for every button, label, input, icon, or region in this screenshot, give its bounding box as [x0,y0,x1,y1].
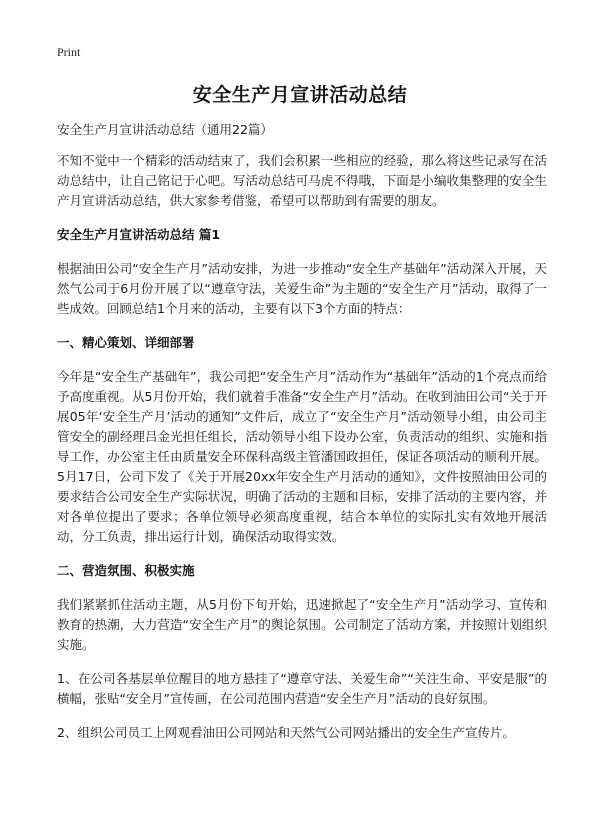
document-subtitle: 安全生产月宣讲活动总结（通用22篇） [57,122,273,137]
section-heading: 安全生产月宣讲活动总结 篇1 [57,227,221,242]
document-body [57,121,547,757]
list-item-1: 1、在公司各基层单位醒目的地方悬挂了“遵章守法、关爱生命”“关注生命、平安是服”的横幅，张贴“安全月”宣传画，在公司范围内营造“安全生产月”活动的良好氛围。 [57,671,547,706]
print-label: Print [57,45,81,59]
point2-paragraph: 我们紧紧抓住活动主题，从5月份下旬开始，迅速掀起了“安全生产月”活动学习、宣传和教育的热潮，大力营造“安全生产月”的舆论氛围。公司制定了活动方案，并按照计划组织实施。 [57,597,547,652]
intro-paragraph: 不知不觉中一个精彩的活动结束了，我们会积累一些相应的经验，那么将这些记录写在活动总结中，让自己铭记于心吧。写活动总结可马虎不得哦，下面是小编收集整理的安全生产月宣讲活动总结，供大家参考借鉴，希望可以帮助到有需要的朋友。 [57,153,547,208]
section-paragraph: 根据油田公司“安全生产月”活动安排，为进一步推动“安全生产基础年”活动深入开展，天然气公司于6月份开展了以“遵章守法，关爱生命”为主题的“安全生产月”活动，取得了一些成效。回顾总结1个月来的活动，主要有以下3个方面的特点： [57,261,547,316]
list-item-2: 2、组织公司员工上网观看油田公司网站和天然气公司网站播出的安全生产宣传片。 [57,725,515,740]
document-title: 安全生产月宣讲活动总结 [192,84,408,106]
point1-paragraph: 今年是“安全生产基础年”，我公司把“安全生产月”活动作为“基础年”活动的1个亮点而给予高度重视。从5月份开始，我们就着手准备“安全生产月”活动。在收到油田公司“关于开展05年‘安全生产月’活动的通知”文件后，成立了“安全生产月”活动领导小组，由公司主管安全的副经理吕金光担任组长，活动领导小组下设办公室，负责活动的组织、实施和指导工作，办公室主任由质量安全环保科高级主管潘国政担任，保证各项活动的顺利开展。5月17日，公司下发了《关于开展20xx年安全生产月活动的通知》，文件按照油田公司的要求结合公司安全生产实际状况，明确了活动的主题和目标，安排了活动的主要内容，并对各单位提出了要求；各单位领导必须高度重视，结合本单位的实际扎实有效地开展活动，分工负责，排出运行计划，确保活动取得实效。 [57,369,547,544]
point2-heading: 二、营造氛围、积极实施 [57,563,195,578]
point1-heading: 一、精心策划、详细部署 [57,335,195,350]
